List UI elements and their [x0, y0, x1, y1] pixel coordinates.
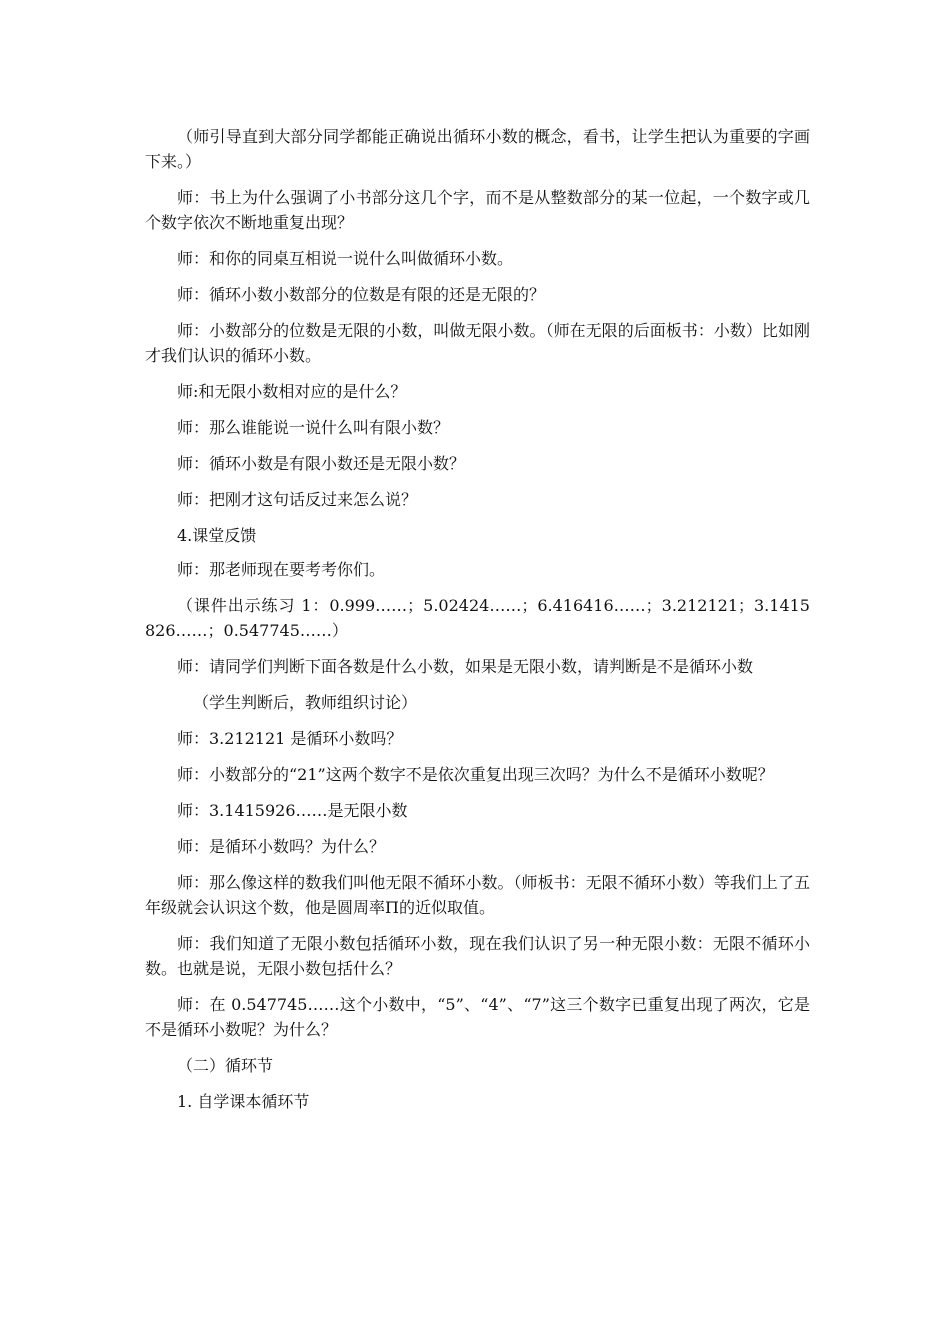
paragraph-opposite-concept: 师:和无限小数相对应的是什么？: [177, 382, 407, 401]
paragraph-infinite-decimal-definition: 师：小数部分的位数是无限的小数，叫做无限小数。（师在无限的后面板书：小数）比如刚才我们认识的循环小数。: [145, 321, 810, 365]
paragraph-teacher-guide: （师引导直到大部分同学都能正确说出循环小数的概念，看书，让学生把认为重要的字画下来。）: [145, 127, 810, 171]
document-page: [145, 124, 810, 1125]
section-heading-classroom-feedback: 4.课堂反馈: [177, 526, 257, 545]
paragraph-21-repeated: 师：小数部分的“21”这两个数字不是依次重复出现三次吗？为什么不是循环小数呢？: [177, 765, 774, 784]
paragraph-question-decimal-part: 师：书上为什么强调了小书部分这几个字，而不是从整数部分的某一位起，一个数字或几个数字依次不断地重复出现？: [145, 188, 810, 232]
paragraph-judge-decimals: 师：请同学们判断下面各数是什么小数，如果是无限小数，请判断是不是循环小数: [177, 657, 754, 676]
paragraph-student-discussion: （学生判断后，教师组织讨论）: [193, 693, 418, 712]
paragraph-recurring-finite-or-infinite: 师：循环小数是有限小数还是无限小数？: [177, 454, 466, 473]
paragraph-finite-decimal-question: 师：那么谁能说一说什么叫有限小数？: [177, 418, 450, 437]
paragraph-non-recurring-definition: 师：那么像这样的数我们叫他无限不循环小数。（师板书：无限不循环小数）等我们上了五年级就会认识这个数，他是圆周率Π的近似取值。: [145, 873, 810, 917]
paragraph-discuss-with-deskmate: 师：和你的同桌互相说一说什么叫做循环小数。: [177, 249, 514, 268]
paragraph-0547745-question: 师：在 0.547745……这个小数中，“5”、“4”、“7”这三个数字已重复出现了两次，它是不是循环小数呢？为什么？: [145, 995, 810, 1039]
paragraph-test-you: 师：那老师现在要考考你们。: [177, 560, 386, 579]
paragraph-pi-infinite: 师：3.1415926……是无限小数: [177, 801, 408, 820]
paragraph-reverse-statement: 师：把刚才这句话反过来怎么说？: [177, 490, 418, 509]
paragraph-is-3212121-recurring: 师：3.212121 是循环小数吗？: [177, 729, 403, 748]
paragraph-exercise-1: （课件出示练习 1：0.999……；5.02424……；6.416416……；3.212121；3.1415826……；0.547745……）: [145, 596, 810, 640]
section-heading-recurring-period: （二）循环节: [177, 1056, 274, 1075]
paragraph-finite-or-infinite: 师：循环小数小数部分的位数是有限的还是无限的？: [177, 285, 546, 304]
paragraph-infinite-includes: 师：我们知道了无限小数包括循环小数，现在我们认识了另一种无限小数：无限不循环小数。也就是说，无限小数包括什么？: [145, 934, 810, 978]
paragraph-self-study-period: 1. 自学课本循环节: [177, 1092, 310, 1111]
paragraph-is-it-recurring: 师：是循环小数吗？为什么？: [177, 837, 386, 856]
